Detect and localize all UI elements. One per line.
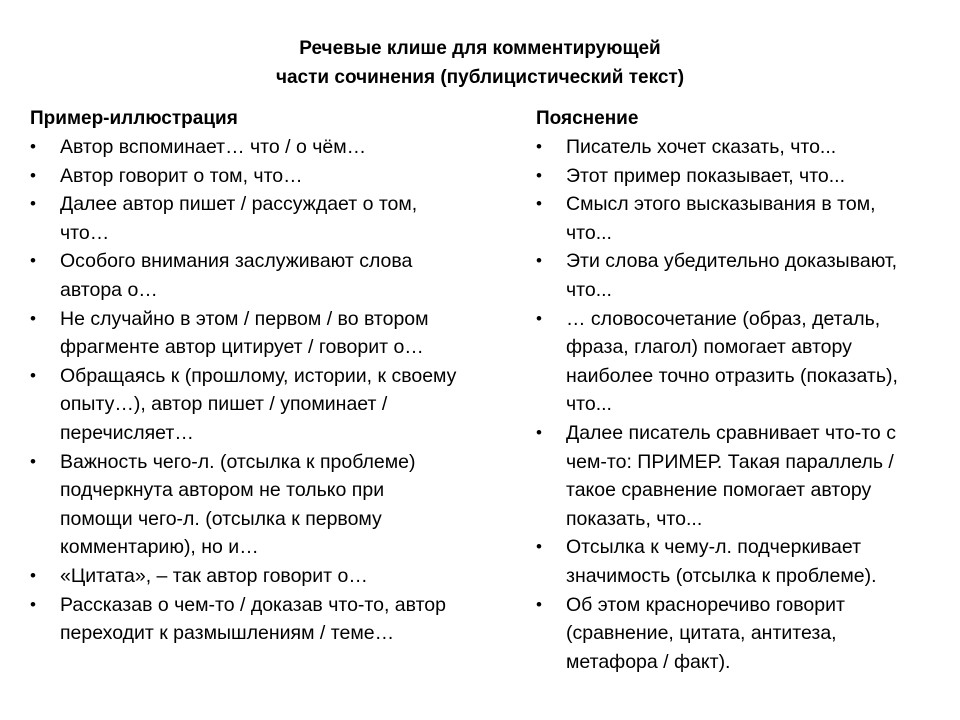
bullet-item	[30, 562, 520, 591]
right-column-heading: Пояснение	[536, 108, 639, 129]
bullet-item	[30, 133, 520, 162]
bullet-text-line: показать, что...	[566, 507, 703, 530]
bullet-dot-icon: •	[536, 194, 542, 214]
bullet-text-line: перечисляет…	[60, 421, 194, 444]
bullet-text-line: автора о…	[60, 278, 158, 301]
bullet-dot-icon: •	[30, 594, 36, 614]
left-bullet-list	[30, 133, 520, 648]
slide-title	[200, 34, 760, 92]
bullet-text-line: Смысл этого высказывания в том,	[566, 193, 876, 216]
bullet-dot-icon: •	[30, 165, 36, 185]
bullet-item	[536, 247, 946, 304]
bullet-text-line: переходит к размышлениям / теме…	[60, 622, 395, 645]
bullet-dot-icon: •	[536, 251, 542, 271]
bullet-text-line: «Цитата», – так автор говорит о…	[60, 564, 368, 587]
bullet-text-line: что...	[566, 393, 612, 416]
bullet-text-line: Автор вспоминает… что / о чём…	[60, 136, 367, 158]
bullet-text-line: Отсылка к чему-л. подчеркивает	[566, 536, 862, 559]
bullet-text-line: фрагменте автор цитирует / говорит о…	[60, 336, 424, 359]
right-column	[536, 106, 946, 676]
bullet-dot-icon: •	[30, 308, 36, 328]
bullet-item	[30, 448, 520, 562]
bullet-text-line: метафора / факт).	[566, 650, 731, 673]
bullet-dot-icon: •	[536, 594, 542, 614]
bullet-dot-icon: •	[30, 137, 36, 156]
bullet-dot-icon: •	[536, 308, 542, 328]
bullet-item	[30, 247, 520, 304]
bullet-text-line: Об этом красноречиво говорит	[566, 593, 845, 616]
bullet-text-line: такое сравнение помогает автору	[566, 479, 872, 502]
bullet-item	[536, 190, 946, 247]
bullet-item	[536, 162, 946, 191]
left-column-heading: Пример-иллюстрация	[30, 108, 238, 129]
bullet-item	[536, 533, 946, 590]
bullet-dot-icon: •	[536, 422, 542, 442]
right-bullet-list	[536, 133, 946, 676]
left-column	[30, 106, 520, 648]
bullet-dot-icon: •	[536, 137, 542, 156]
bullet-text-line: что...	[566, 278, 612, 301]
bullet-item	[30, 362, 520, 448]
bullet-dot-icon: •	[536, 165, 542, 185]
bullet-text-line: значимость (отсылка к проблеме).	[566, 564, 877, 587]
bullet-text-line: Автор говорит о том, что…	[60, 164, 303, 187]
bullet-item	[30, 162, 520, 191]
bullet-dot-icon: •	[30, 251, 36, 271]
bullet-text-line: что…	[60, 221, 110, 244]
bullet-dot-icon: •	[30, 365, 36, 385]
bullet-text-line: (сравнение, цитата, антитеза,	[566, 622, 837, 645]
bullet-item	[536, 305, 946, 419]
slide-title-line-1: Речевые клише для комментирующей	[299, 38, 661, 59]
bullet-text-line: помощи чего-л. (отсылка к первому	[60, 507, 382, 530]
bullet-text-line: … словосочетание (образ, деталь,	[566, 307, 881, 330]
bullet-item	[30, 190, 520, 247]
bullet-text-line: Далее писатель сравнивает что-то с	[566, 421, 896, 444]
bullet-text-line: что...	[566, 221, 612, 244]
bullet-text-line: Далее автор пишет / рассуждает о том,	[60, 193, 418, 216]
bullet-item	[30, 305, 520, 362]
bullet-text-line: наиболее точно отразить (показать),	[566, 364, 898, 387]
bullet-text-line: Писатель хочет сказать, что...	[566, 136, 837, 158]
bullet-text-line: чем-то: ПРИМЕР. Такая параллель /	[566, 450, 894, 473]
bullet-text-line: комментарию), но и…	[60, 536, 259, 559]
bullet-dot-icon: •	[536, 537, 542, 557]
bullet-text-line: Эти слова убедительно доказывают,	[566, 250, 898, 273]
bullet-text-line: Особого внимания заслуживают слова	[60, 250, 413, 273]
bullet-text-line: Обращаясь к (прошлому, истории, к своему	[60, 364, 457, 387]
slide-title-line-2: части сочинения (публицистический текст)	[275, 67, 685, 88]
bullet-item	[536, 591, 946, 677]
bullet-item	[536, 133, 946, 162]
bullet-text-line: опыту…), автор пишет / упоминает /	[60, 393, 388, 416]
bullet-text-line: Не случайно в этом / первом / во втором	[60, 307, 429, 330]
bullet-text-line: подчеркнута автором не только при	[60, 479, 385, 502]
bullet-dot-icon: •	[30, 451, 36, 471]
bullet-text-line: Рассказав о чем-то / доказав что-то, автор	[60, 593, 446, 616]
bullet-text-line: фраза, глагол) помогает автору	[566, 336, 852, 359]
bullet-text-line: Важность чего-л. (отсылка к проблеме)	[60, 450, 416, 473]
bullet-dot-icon: •	[30, 565, 36, 585]
bullet-text-line: Этот пример показывает, что...	[566, 164, 846, 187]
bullet-item	[536, 419, 946, 533]
bullet-dot-icon: •	[30, 194, 36, 214]
bullet-item	[30, 591, 520, 648]
